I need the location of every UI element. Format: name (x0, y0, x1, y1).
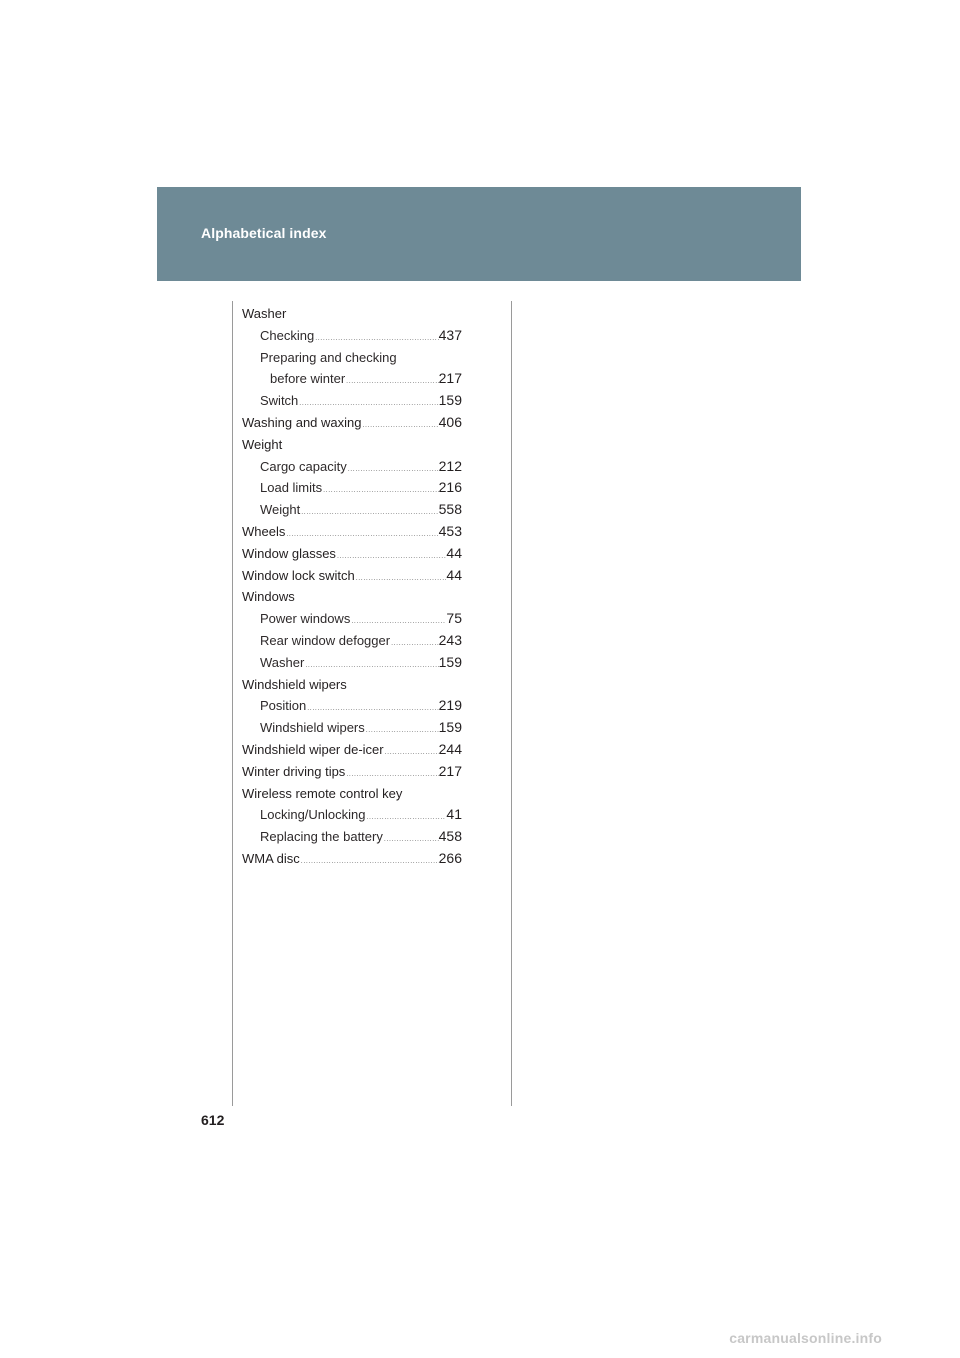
dot-leader (355, 575, 447, 582)
index-entry (242, 390, 462, 412)
dot-leader (366, 814, 447, 821)
index-entry-label: Locking/Unlocking (260, 807, 366, 823)
index-entry-label: Preparing and checking (260, 349, 397, 365)
index-entry (242, 695, 462, 717)
index-entry-page: 212 (438, 457, 462, 474)
index-entry-page: 44 (446, 544, 462, 561)
dot-leader (365, 727, 439, 734)
index-entry-page: 217 (438, 762, 462, 779)
index-entry (242, 543, 462, 565)
index-entry-label: Windows (242, 589, 295, 605)
index-entry (242, 630, 462, 652)
index-entry-page: 437 (438, 326, 462, 343)
index-entry (242, 804, 462, 826)
dot-leader (306, 705, 438, 712)
index-entry-page: 217 (438, 370, 462, 387)
index-entry (242, 674, 462, 696)
dot-leader (300, 858, 439, 865)
index-entry (242, 826, 462, 848)
index-entry-label: Rear window defogger (260, 632, 391, 648)
index-entry-label: before winter (270, 371, 346, 387)
index-entry-page: 458 (438, 828, 462, 845)
dot-leader (300, 509, 438, 516)
index-entry-label: Windshield wiper de-icer (242, 741, 384, 757)
index-entry-page: 244 (438, 740, 462, 757)
index-entry (242, 717, 462, 739)
section-title: Alphabetical index (201, 225, 327, 241)
dot-leader (336, 553, 446, 560)
index-entry (242, 565, 462, 587)
dot-leader (304, 662, 438, 669)
index-entry (242, 521, 462, 543)
left-column-rule (232, 301, 233, 1106)
index-entry-label: Weight (260, 502, 301, 518)
index-entry-label: Weight (242, 436, 283, 452)
index-entry (242, 499, 462, 521)
index-entry-label: Washer (242, 306, 287, 321)
index-entry-label: Washer (260, 654, 305, 670)
index-entry-label: Window glasses (242, 545, 336, 561)
dot-leader (322, 487, 439, 494)
index-entry (242, 477, 462, 499)
page-number: 612 (201, 1112, 225, 1128)
center-column-rule (511, 301, 512, 1106)
index-entry (242, 608, 462, 630)
dot-leader (285, 531, 438, 538)
index-entry-page: 216 (438, 479, 462, 496)
index-entry-page: 453 (438, 522, 462, 539)
index-entry-page: 159 (438, 653, 462, 670)
index-entry (242, 412, 462, 434)
index-entry-label: WMA disc (242, 850, 300, 866)
index-entry-page: 406 (438, 413, 462, 430)
index-entry (242, 347, 462, 369)
index-entry-label: Switch (260, 393, 299, 409)
index-entry (242, 434, 462, 456)
index-entry-label: Washing and waxing (242, 414, 362, 430)
index-entry (242, 761, 462, 783)
watermark: carmanualsonline.info (729, 1330, 882, 1346)
dot-leader (390, 640, 439, 647)
index-entry-label: Power windows (260, 611, 351, 627)
index-entry-label: Load limits (260, 480, 323, 496)
index-entry-label: Wheels (242, 523, 286, 539)
index-entry-label: Windshield wipers (242, 676, 347, 692)
dot-leader (383, 836, 439, 843)
index-entry-page: 243 (438, 631, 462, 648)
index-entry-page: 558 (438, 501, 462, 518)
index-entry (242, 586, 462, 608)
dot-leader (298, 400, 438, 407)
dot-leader (361, 422, 438, 429)
index-entry (242, 848, 462, 870)
index-entry (242, 456, 462, 478)
index-entry (242, 325, 462, 347)
index-entry-page: 41 (446, 806, 462, 823)
index-entry-label: Window lock switch (242, 567, 355, 583)
index-list (242, 303, 462, 870)
index-entry-page: 219 (438, 697, 462, 714)
index-entry-label: Replacing the battery (260, 829, 383, 845)
index-entry-label: Cargo capacity (260, 458, 347, 474)
dot-leader (314, 335, 438, 342)
dot-leader (347, 466, 439, 473)
index-entry-label: Checking (260, 327, 315, 343)
index-entry-label: Wireless remote control key (242, 785, 403, 801)
header-band (157, 187, 801, 281)
index-entry-label: Winter driving tips (242, 763, 346, 779)
index-entry (242, 652, 462, 674)
index-entry (242, 368, 462, 390)
dot-leader (350, 618, 446, 625)
dot-leader (384, 749, 439, 756)
index-entry-page: 44 (446, 566, 462, 583)
index-entry (242, 303, 462, 325)
index-entry-page: 75 (446, 610, 462, 627)
dot-leader (345, 771, 438, 778)
dot-leader (345, 378, 438, 385)
index-entry-page: 266 (438, 849, 462, 866)
index-entry-page: 159 (438, 392, 462, 409)
index-entry (242, 783, 462, 805)
index-entry (242, 739, 462, 761)
index-entry-label: Position (260, 698, 307, 714)
index-entry-page: 159 (438, 719, 462, 736)
index-entry-label: Windshield wipers (260, 720, 365, 736)
